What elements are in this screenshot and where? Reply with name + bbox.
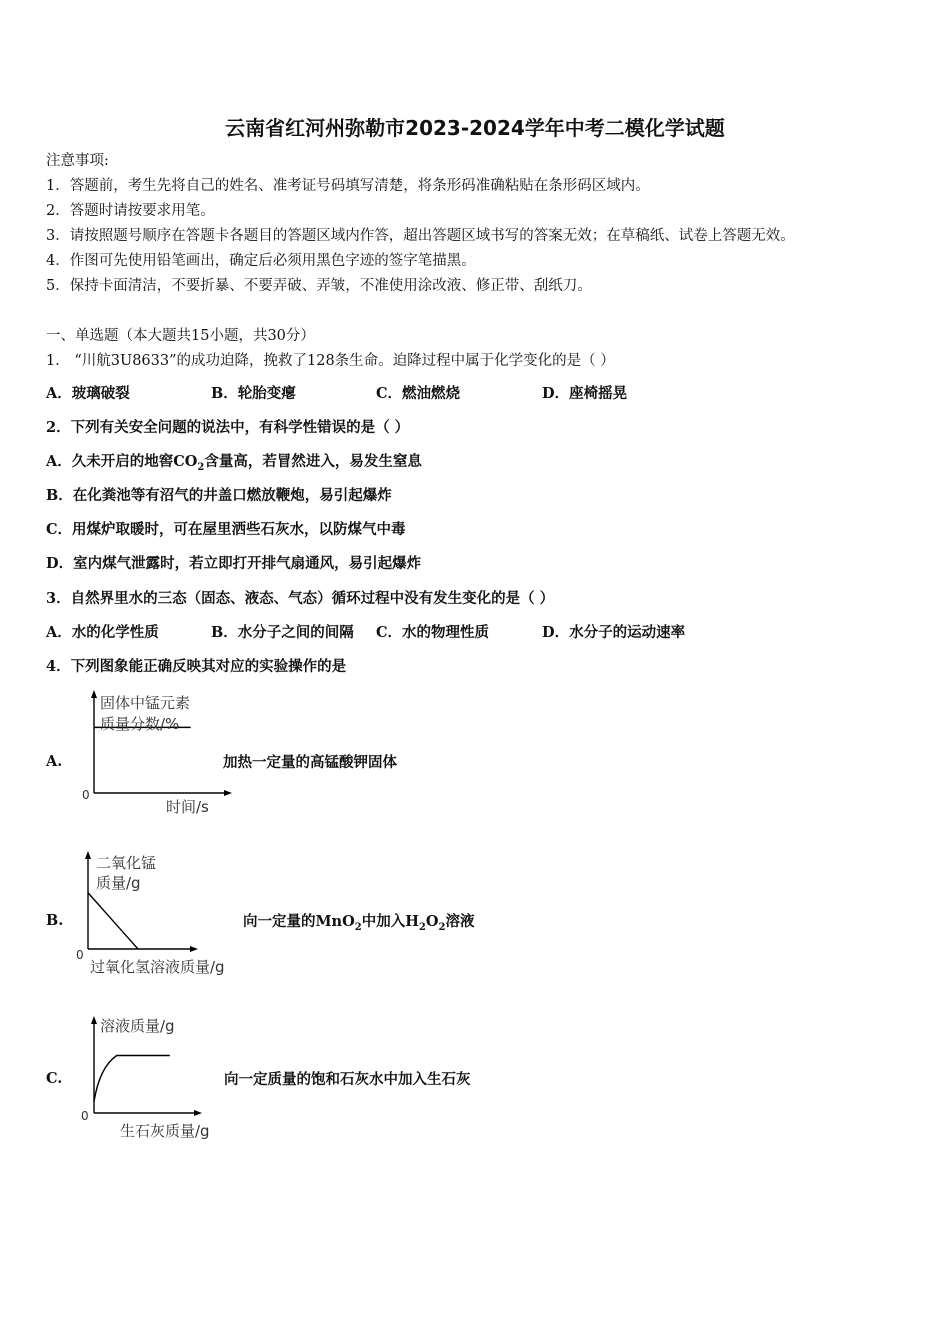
q3-option-d: D．水分子的运动速率 bbox=[542, 624, 686, 641]
question-4-stem: 4．下列图象能正确反映其对应的实验操作的是 bbox=[46, 658, 347, 675]
q2-option-b: B．在化粪池等有沼气的井盖口燃放鞭炮，易引起爆炸 bbox=[46, 487, 392, 504]
notice-heading: 注意事项: bbox=[46, 153, 109, 169]
q1-option-b: B．轮胎变瘪 bbox=[211, 385, 296, 402]
graph-a-xlabel: 时间/s bbox=[166, 798, 209, 816]
question-3-stem: 3．自然界里水的三态（固态、液态、气态）循环过程中没有发生变化的是（ ） bbox=[46, 590, 555, 607]
graph-b-xlabel: 过氧化氢溶液质量/g bbox=[90, 958, 225, 976]
q2-option-d: D．室内煤气泄露时，若立即打开排气扇通风，易引起爆炸 bbox=[46, 555, 422, 572]
graph-b-ylabel-1: 二氧化锰 bbox=[96, 854, 157, 872]
page-title: 云南省红河州弥勒市2023-2024学年中考二模化学试题 bbox=[225, 116, 725, 140]
graph-a bbox=[70, 688, 240, 820]
graph-c-series bbox=[94, 1056, 170, 1102]
q3-option-b: B．水分子之间的间隔 bbox=[211, 624, 354, 641]
q2-option-a: A．久未开启的地窖$CO_2$含量高，若冒然进入，易发生窒息 bbox=[46, 453, 422, 473]
graph-c bbox=[70, 1010, 240, 1144]
q2-option-c: C．用煤炉取暖时，可在屋里洒些石灰水，以防煤气中毒 bbox=[46, 521, 406, 538]
graph-c-description: 向一定质量的饱和石灰水中加入生石灰 bbox=[224, 1071, 471, 1088]
graph-b bbox=[70, 848, 270, 980]
question-1-stem: 1． “川航3U8633”的成功迫降，挽救了128条生命。迫降过程中属于化学变化的是（ ） bbox=[46, 353, 615, 369]
graph-b-description: 向一定量的MnO$_2$中加入$H_2O_2$溶液 bbox=[243, 913, 475, 933]
q1-option-c: C．燃油燃烧 bbox=[376, 385, 461, 402]
graph-c-xlabel: 生石灰质量/g bbox=[120, 1122, 210, 1140]
graph-b-y-arrow bbox=[85, 851, 91, 859]
graph-c-ylabel-1: 溶液质量/g bbox=[100, 1017, 175, 1035]
graph-c-x-arrow bbox=[194, 1110, 202, 1116]
q3-option-a: A．水的化学性质 bbox=[46, 624, 159, 641]
notice-item-2: 2．答题时请按要求用笔。 bbox=[46, 203, 215, 219]
section-heading: 一、单选题（本大题共15小题，共30分） bbox=[46, 328, 315, 344]
graph-b-x-arrow bbox=[190, 946, 198, 952]
q4-option-c-label: C. bbox=[46, 1070, 63, 1087]
q4-option-a-label: A. bbox=[46, 753, 63, 770]
graph-b-ylabel-2: 质量/g bbox=[96, 874, 141, 892]
notice-item-3: 3．请按照题号顺序在答题卡各题目的答题区域内作答，超出答题区域书写的答案无效；在草稿纸、试卷上答题无效。 bbox=[46, 228, 795, 244]
q1-option-a: A．玻璃破裂 bbox=[46, 385, 130, 402]
graph-a-description: 加热一定量的高锰酸钾固体 bbox=[223, 754, 397, 771]
q3-option-c: C．水的物理性质 bbox=[376, 624, 490, 641]
notice-item-5: 5．保持卡面清洁，不要折暴、不要弄破、弄皱，不准使用涂改液、修正带、刮纸刀。 bbox=[46, 278, 592, 294]
graph-a-x-arrow bbox=[224, 790, 232, 796]
graph-a-ylabel-1: 固体中锰元素 bbox=[100, 694, 191, 712]
graph-a-origin: 0 bbox=[82, 788, 90, 802]
graph-a-ylabel-2: 质量分数/% bbox=[100, 715, 180, 733]
notice-item-4: 4．作图可先使用铅笔画出，确定后必须用黑色字迹的签字笔描黑。 bbox=[46, 253, 476, 269]
q4-option-b-label: B. bbox=[46, 912, 64, 929]
graph-b-series bbox=[88, 893, 138, 949]
question-2-stem: 2．下列有关安全问题的说法中，有科学性错误的是（ ） bbox=[46, 419, 410, 436]
graph-c-origin: 0 bbox=[81, 1109, 89, 1123]
graph-a-y-arrow bbox=[91, 690, 97, 698]
notice-item-1: 1．答题前，考生先将自己的姓名、准考证号码填写清楚，将条形码准确粘贴在条形码区域内。 bbox=[46, 178, 650, 194]
graph-c-y-arrow bbox=[91, 1016, 97, 1024]
q1-option-d: D．座椅摇晃 bbox=[542, 385, 628, 402]
graph-b-origin: 0 bbox=[76, 948, 84, 962]
